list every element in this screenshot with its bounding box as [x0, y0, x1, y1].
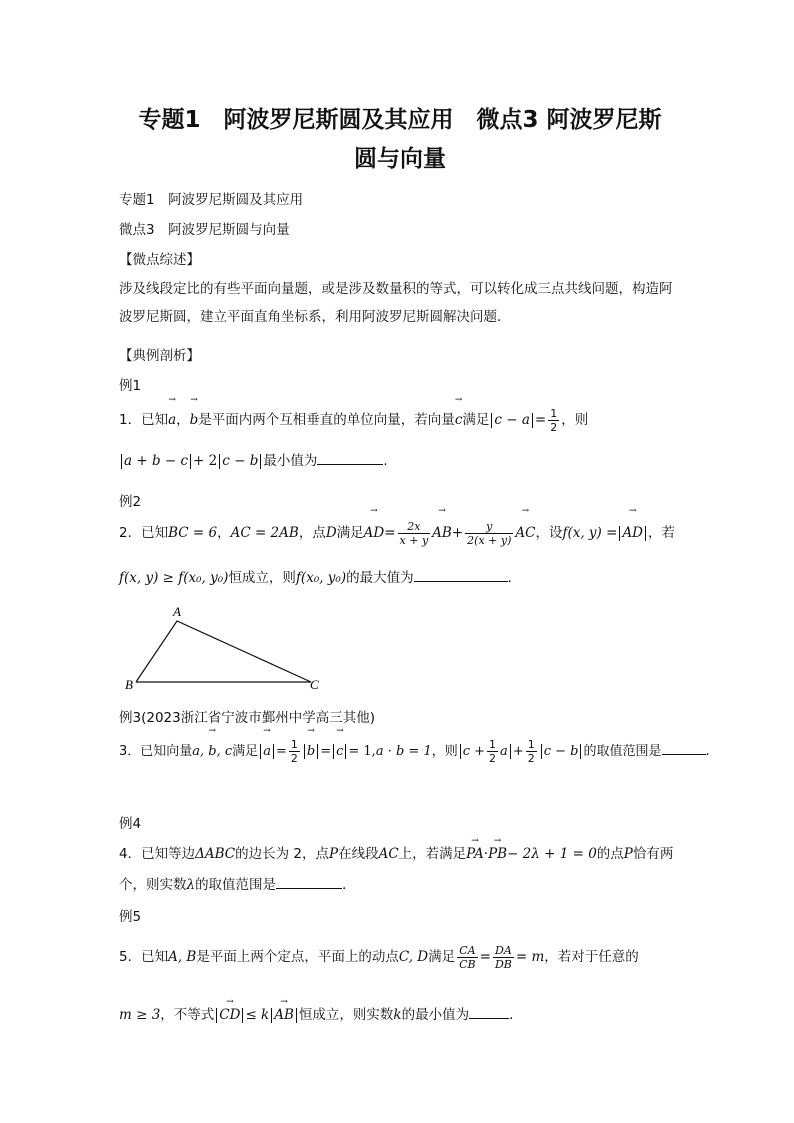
fraction-ca-cb: $\frac{CA}{CB}$ [459, 943, 476, 971]
page-title-line2: 圆与向量 [354, 146, 446, 172]
fraction-half-3: $\frac{1}{2}$ [290, 738, 298, 765]
vertex-a-label: A [173, 604, 181, 619]
example-2-label: 例2 [119, 494, 142, 510]
examples-heading: 【典例剖析】 [119, 348, 200, 364]
example-5-question-line2: m ≥ 3，不等式→ CD ≤ k→ AB 恒成立，则实数k的最小值为 ． [119, 1003, 523, 1023]
example-1-question-line1: 1．已知→ a，→ b是平面内两个互相垂直的单位向量，若向量→ c满足 c − a = $\frac{1}{2}$ ，则 [119, 405, 588, 435]
example-4-question-line1: 4．已知等边ΔABC的边长为 2，点P在线段AC上，若满足→ PA·→ PB− 2λ + 1 = 0的点P恰有两 [119, 842, 673, 862]
example-5-question-line1: 5．已知A, B是平面上两个定点，平面上的动点C, D满足 $\frac{CA}{CB}$ = $\frac{DA}{DB}$ = m，若对于任意的 [119, 943, 639, 971]
example-4-question-line2: 个，则实数λ的取值范围是 ． [119, 877, 356, 893]
answer-blank-4[interactable] [276, 876, 342, 889]
page-title-line1: 专题1 阿波罗尼斯圆及其应用 微点3 阿波罗尼斯 [138, 107, 662, 133]
example-3-label: 例3(2023浙江省宁波市鄞州中学高三其他) [119, 710, 375, 726]
topic-label: 专题1 阿波罗尼斯圆及其应用 [119, 192, 304, 208]
fraction-half: $\frac{1}{2}$ [550, 406, 558, 434]
point-label: 微点3 阿波罗尼斯圆与向量 [119, 222, 290, 238]
answer-blank-5[interactable] [469, 1006, 509, 1019]
summary-text: 涉及线段定比的有些平面向量题，或是涉及数量积的等式，可以转化成三点共线问题，构造阿波罗尼斯圆，建立平面直角坐标系，利用阿波罗尼斯圆解决问题． [119, 281, 673, 325]
answer-blank-1[interactable] [317, 452, 383, 465]
summary-heading: 【微点综述】 [119, 252, 200, 268]
triangle-edges [136, 621, 311, 682]
fraction-y: $\frac{y}{2(x + y)}$ [467, 519, 512, 547]
fraction-2x: $\frac{2x}{x + y}$ [399, 519, 429, 547]
example-3-question: 3．已知向量→ a, b, c满足→ a = $\frac{1}{2}$ → b =→ c = 1,a · b = 1，则 c + $\frac{1}{2}$ a + $\frac{1}{2}$ c − b 的取值范围是 . [119, 736, 710, 768]
triangle-figure [118, 600, 328, 695]
vertex-c-label: C [310, 677, 319, 692]
fraction-half-3c: $\frac{1}{2}$ [527, 738, 535, 765]
vertex-b-label: B [125, 677, 133, 692]
answer-blank-2[interactable] [414, 569, 508, 582]
example-5-label: 例5 [119, 909, 142, 925]
example-1-question-line2: a + b − c + 2 c − b 最小值为 . [119, 449, 388, 469]
example-1-label: 例1 [119, 378, 142, 394]
answer-blank-3[interactable] [662, 742, 706, 755]
example-2-question-line2: f(x, y) ≥ f(x₀, y₀)恒成立，则f(x₀, y₀)的最大值为 ． [119, 570, 522, 586]
fraction-half-3b: $\frac{1}{2}$ [489, 738, 497, 765]
fraction-da-db: $\frac{DA}{DB}$ [494, 943, 512, 971]
example-4-label: 例4 [119, 816, 142, 832]
example-2-question-line1: 2．已知BC = 6，AC = 2AB，点D满足→ AD= $\frac{2x}{x + y}$ → AB+ $\frac{y}{2(x + y)}$ → AC，设f(x, y) =→ AD ，若 [119, 516, 675, 550]
